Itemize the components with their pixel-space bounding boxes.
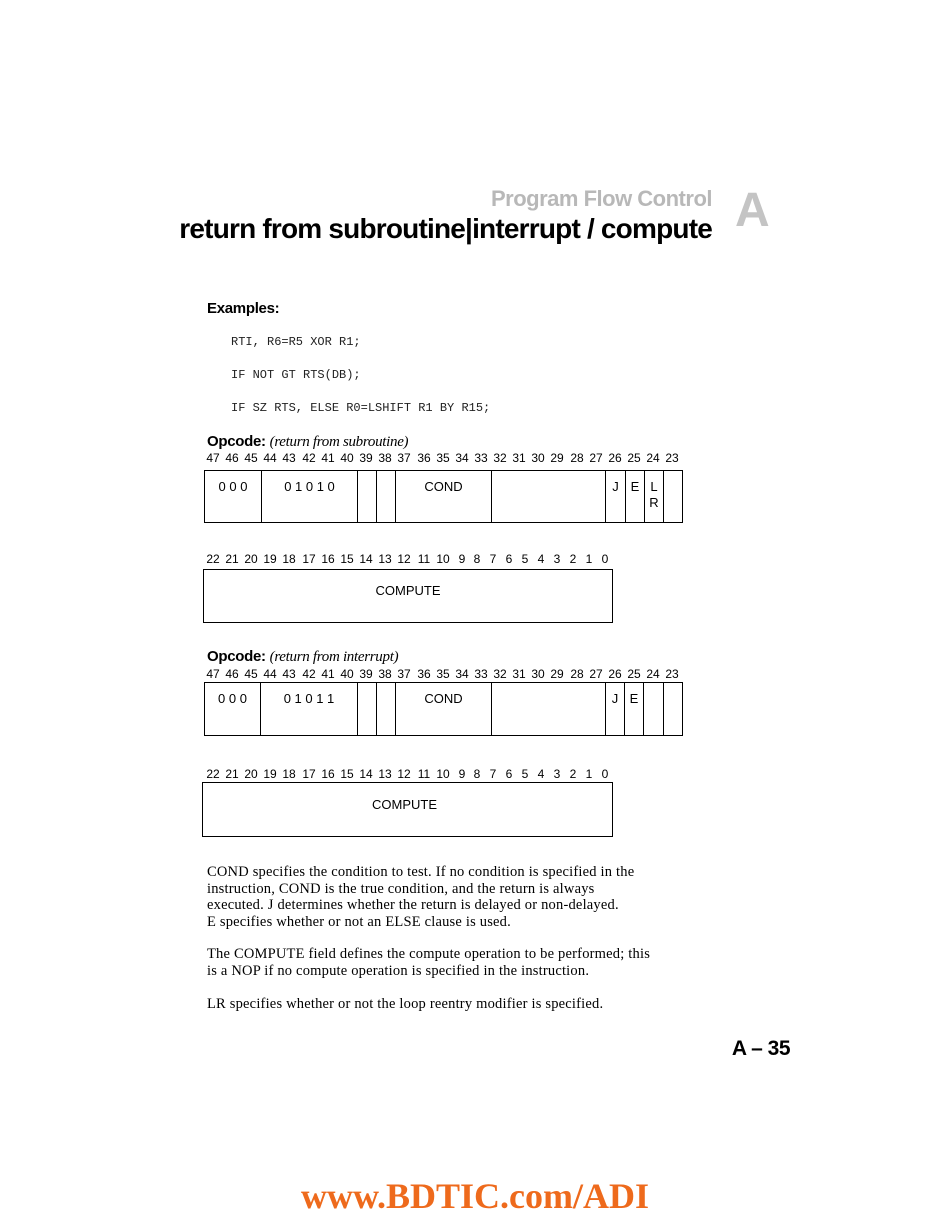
bit-number: 9 [458, 767, 466, 781]
bit-number: 15 [340, 552, 354, 566]
bit-number: 34 [455, 667, 469, 681]
bit-number: 8 [473, 552, 481, 566]
bit-number: 22 [206, 767, 220, 781]
code-example-1: RTI, R6=R5 XOR R1; [231, 335, 361, 349]
page-title: return from subroutine|interrupt / compute [179, 213, 712, 244]
bit-number: 42 [302, 667, 316, 681]
bit-number: 11 [417, 552, 431, 566]
field-compute: COMPUTE [203, 569, 613, 623]
bit-number: 16 [321, 552, 335, 566]
bit-number: 22 [206, 552, 220, 566]
bit-number: 10 [436, 767, 450, 781]
opcode-label-interrupt [207, 648, 398, 666]
bit-number: 26 [608, 451, 622, 465]
bit-number: 10 [436, 552, 450, 566]
bit-number: 4 [537, 552, 545, 566]
bit-number: 45 [244, 667, 258, 681]
code-example-3: IF SZ RTS, ELSE R0=LSHIFT R1 BY R15; [231, 401, 491, 415]
bit-number: 41 [321, 451, 335, 465]
bit-number: 39 [359, 667, 373, 681]
bit-number: 14 [359, 552, 373, 566]
bit-number: 1 [585, 767, 593, 781]
bit-number: 13 [378, 767, 392, 781]
bit-number: 12 [397, 767, 411, 781]
bit-number: 28 [570, 451, 584, 465]
bit-number: 37 [397, 667, 411, 681]
field-bit-23 [663, 470, 683, 523]
text-line: LR specifies whether or not the loop reentry modifier is specified. [207, 996, 604, 1012]
bit-number: 21 [225, 767, 239, 781]
bit-number: 30 [531, 451, 545, 465]
bit-number: 5 [521, 552, 529, 566]
bit-number: 35 [436, 451, 450, 465]
bit-number: 26 [608, 667, 622, 681]
bit-number: 23 [665, 667, 679, 681]
text-line: E specifies whether or not an ELSE clause is used. [207, 913, 511, 930]
text-line: instruction, COND is the true condition, and the return is always [207, 880, 595, 897]
bit-number: 4 [537, 767, 545, 781]
opcode-label-subroutine [207, 433, 408, 451]
bit-number: 32 [493, 451, 507, 465]
bit-number: 39 [359, 451, 373, 465]
bit-number: 24 [646, 667, 660, 681]
bit-number: 47 [206, 667, 220, 681]
code-example-2: IF NOT GT RTS(DB); [231, 368, 361, 382]
bit-number: 44 [263, 667, 277, 681]
bit-number: 32 [493, 667, 507, 681]
bit-number: 33 [474, 451, 488, 465]
bit-number: 38 [378, 451, 392, 465]
bit-number: 38 [378, 667, 392, 681]
bit-number: 13 [378, 552, 392, 566]
bit-number: 41 [321, 667, 335, 681]
bit-number: 46 [225, 451, 239, 465]
section-title: Program Flow Control [491, 186, 712, 211]
bit-number: 11 [417, 767, 431, 781]
text-line: COND specifies the condition to test. If no condition is specified in the [207, 864, 635, 880]
bit-number: 1 [585, 552, 593, 566]
opcode-subtitle: (return from interrupt) [269, 649, 399, 665]
field-bit-23 [663, 682, 683, 736]
bit-number: 19 [263, 552, 277, 566]
bit-number: 20 [244, 767, 258, 781]
bit-number: 42 [302, 451, 316, 465]
bit-number: 29 [550, 667, 564, 681]
bit-number: 24 [646, 451, 660, 465]
field-bit-39 [357, 470, 377, 523]
bit-number: 43 [282, 451, 296, 465]
bit-number: 25 [627, 667, 641, 681]
field-bit-38 [376, 682, 396, 736]
appendix-letter: A [735, 184, 770, 237]
bit-number: 25 [627, 451, 641, 465]
field-j: J [605, 470, 626, 523]
bit-number: 17 [302, 552, 316, 566]
bit-number: 3 [553, 767, 561, 781]
opcode-subtitle: (return from subroutine) [269, 434, 409, 450]
bit-number: 27 [589, 451, 603, 465]
bit-number: 36 [417, 451, 431, 465]
text-line: is a NOP if no compute operation is specified in the instruction. [207, 962, 590, 979]
field-unused [491, 682, 606, 736]
lr-description [207, 996, 717, 1013]
bit-number: 16 [321, 767, 335, 781]
bit-number: 3 [553, 552, 561, 566]
bit-number: 14 [359, 767, 373, 781]
bit-number: 27 [589, 667, 603, 681]
page-number: A – 35 [731, 1037, 790, 1060]
bit-number: 34 [455, 451, 469, 465]
bit-number: 18 [282, 767, 296, 781]
bit-number: 2 [569, 767, 577, 781]
bit-number: 23 [665, 451, 679, 465]
bit-number: 44 [263, 451, 277, 465]
bit-number: 20 [244, 552, 258, 566]
bit-number: 12 [397, 552, 411, 566]
field-bit-38 [376, 470, 396, 523]
bit-number: 2 [569, 552, 577, 566]
bit-number: 7 [489, 767, 497, 781]
field-compute: COMPUTE [202, 782, 613, 837]
field-j: J [605, 682, 625, 736]
field-cond: COND [395, 682, 492, 736]
bit-number: 33 [474, 667, 488, 681]
field-opcode-bits: 0 1 0 1 0 [261, 470, 358, 523]
bit-number: 40 [340, 451, 354, 465]
field-opcode-bits: 0 1 0 1 1 [260, 682, 358, 736]
bit-number: 31 [512, 667, 526, 681]
bit-number: 31 [512, 451, 526, 465]
bit-number: 9 [458, 552, 466, 566]
field-cond: COND [395, 470, 492, 523]
bit-number: 8 [473, 767, 481, 781]
bit-number: 43 [282, 667, 296, 681]
bit-number: 5 [521, 767, 529, 781]
cond-description [207, 864, 717, 930]
bit-number: 15 [340, 767, 354, 781]
bit-number: 6 [505, 552, 513, 566]
text-line: The COMPUTE field defines the compute operation to be performed; this [207, 946, 651, 962]
bit-number: 7 [489, 552, 497, 566]
bit-number: 19 [263, 767, 277, 781]
bit-number: 47 [206, 451, 220, 465]
bit-number: 17 [302, 767, 316, 781]
compute-description [207, 946, 717, 979]
opcode-label-text: Opcode: [207, 648, 266, 665]
bit-number: 46 [225, 667, 239, 681]
field-e: E [624, 682, 644, 736]
field-opcode-prefix: 0 0 0 [204, 682, 261, 736]
bit-number: 35 [436, 667, 450, 681]
opcode-label-text: Opcode: [207, 433, 266, 450]
bit-number: 36 [417, 667, 431, 681]
field-lr: L R [644, 470, 664, 523]
bit-number: 40 [340, 667, 354, 681]
text-line: executed. J determines whether the return is delayed or non-delayed. [207, 897, 619, 913]
bit-number: 30 [531, 667, 545, 681]
footer-link[interactable]: www.BDTIC.com/ADI [300, 1176, 649, 1216]
bit-number: 18 [282, 552, 296, 566]
examples-label: Examples: [207, 300, 280, 317]
field-bit-39 [357, 682, 377, 736]
bit-number: 0 [601, 552, 609, 566]
field-e: E [625, 470, 645, 523]
bit-number: 28 [570, 667, 584, 681]
field-opcode-prefix: 0 0 0 [204, 470, 262, 523]
field-bit-24 [643, 682, 664, 736]
bit-number: 21 [225, 552, 239, 566]
bit-number: 37 [397, 451, 411, 465]
bit-number: 6 [505, 767, 513, 781]
field-unused [491, 470, 606, 523]
bit-number: 45 [244, 451, 258, 465]
bit-number: 29 [550, 451, 564, 465]
bit-number: 0 [601, 767, 609, 781]
